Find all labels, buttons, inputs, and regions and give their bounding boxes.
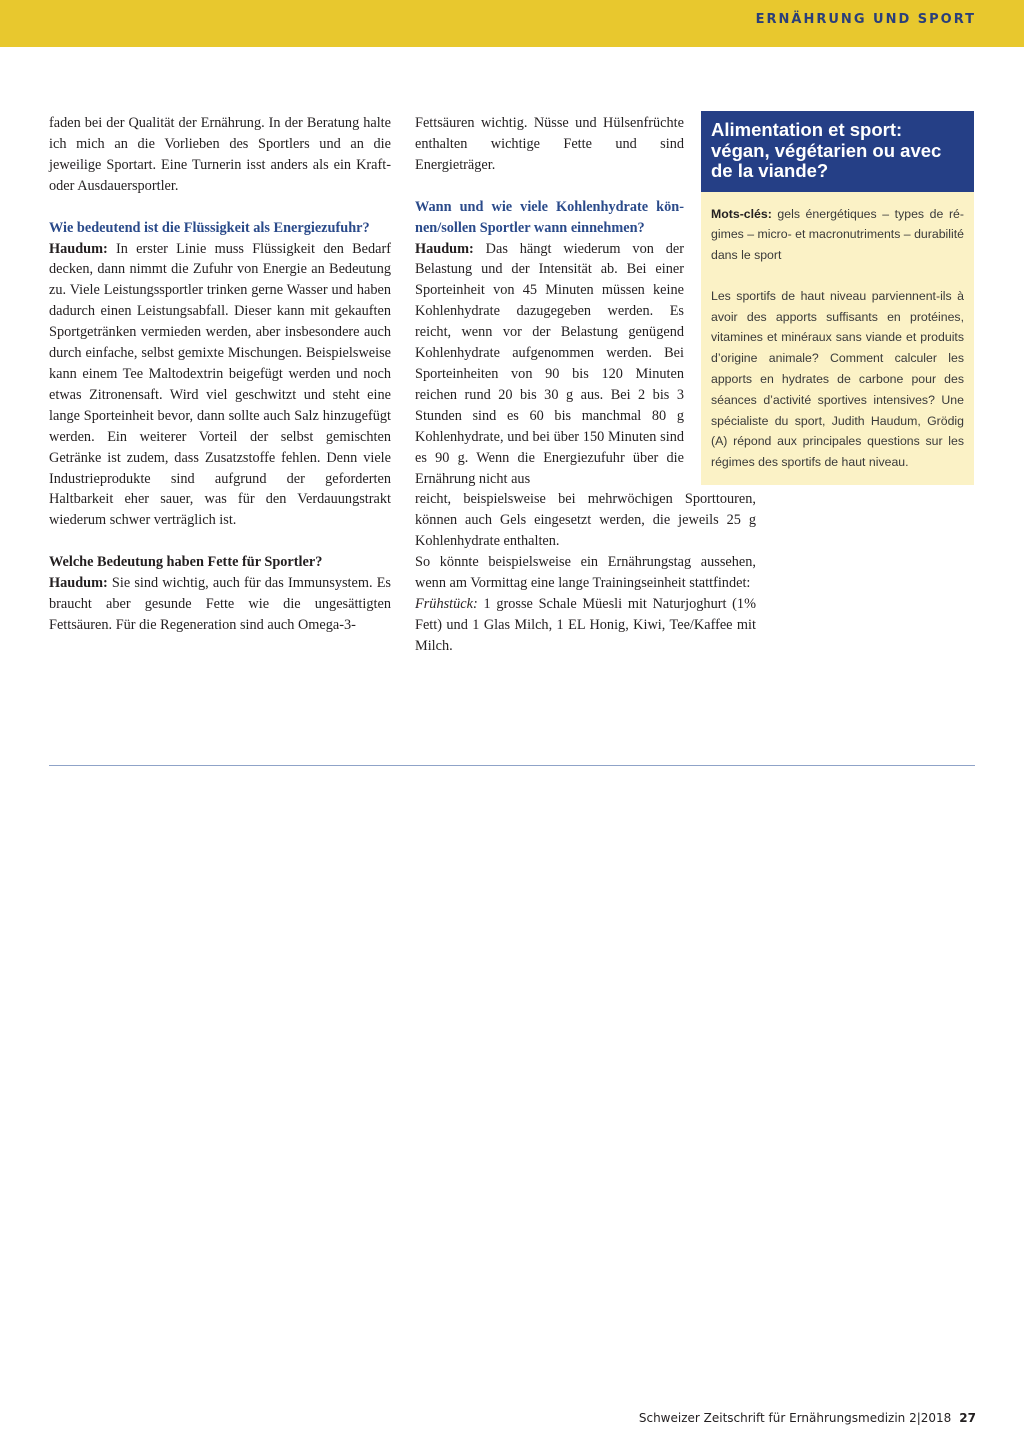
question-heading: Welche Bedeutung haben Fette für Sportler?	[49, 554, 323, 571]
narrow-text-block	[415, 113, 684, 489]
paragraph: Fettsäuren wichtig. Nüsse und Hülsenfrüchte enthalten wichtige Fette und sind Energieträger.	[415, 115, 684, 173]
keywords	[711, 204, 964, 266]
speaker-label: Haudum:	[49, 240, 108, 257]
header-bar	[0, 0, 1024, 47]
paragraph: So könnte beispielsweise ein Ernährungstag aussehen, wenn am Vormittag eine lange Trainingseinheit stattfindet:	[415, 554, 756, 592]
answer-text: Das hängt wiederum von der Belastung und der Intensität ab. Bei einer Sporteinheit von 45 Minuten müssen keine Kohlenhydrate dazugegeben werden. Es reicht, wenn vor der Belastung genügend Kohlenhydrate aufgenommen werden. Bei Sporteinheiten von 90 bis 120 Minuten reichen rund 20 bis 30 g aus. Bei 2 bis 3 Stunden sind es 60 bis manchmal 80 g Kohlenhydrate, und bei über 150 Minuten sind es 90 g. Wenn die Energiezufuhr über die Ernährung nicht aus	[415, 240, 684, 487]
horizontal-divider	[49, 765, 975, 766]
speaker-label: Haudum:	[49, 575, 108, 592]
question-heading: Wie bedeutend ist die Flüssigkeit als Energiezufuhr?	[49, 219, 370, 236]
journal-title: Schweizer Zeitschrift für Ernährungsmedizin 2|2018	[638, 1411, 952, 1425]
meal-paragraph	[415, 594, 756, 657]
page-number: 27	[959, 1411, 976, 1425]
text-column-left	[49, 113, 391, 636]
answer-paragraph	[49, 573, 391, 636]
section-title: ERNÄHRUNG UND SPORT	[755, 12, 976, 27]
abstract-body	[701, 192, 974, 486]
page-footer	[639, 1411, 976, 1425]
answer-text: In erster Linie muss Flüssigkeit den Bedarf decken, dann nimmt die Zufuhr von Energie an Bedeutung zu. Viele Leistungssportler trinken gerne Wasser und haben dadurch einen Leistungsabfall. Dieser kann mit gekauften Sportgetränken vermieden werden, aber insbesondere auch durch einfache, selbst gemixte Mischungen. Beispielsweise kann einem Tee Maltodextrin beigefügt werden und noch etwas Zitronensaft. Wird viel geschwitzt und steht eine lange Sporteinheit bevor, dann sollte auch Salz hinzugefügt werden. Ein weiterer Vorteil der selbst gemischten Getränke ist zudem, dass Zusatzstoffe fehlen. Denn viele Industrieprodukte sind aufgrund der geforderten Haltbarkeit eher sauer, was für den Verdauungstrakt wiederum schwer verträglich ist.	[49, 240, 391, 529]
answer-text: Sie sind wichtig, auch für das Immunsystem. Es braucht aber gesunde Fette wie die ungesättigten Fettsäuren. Für die Regeneration sind auch Omega-3-	[49, 575, 391, 633]
abstract-summary: Les sportifs de haut niveau parviennent-ils à avoir des apports suffisants en protéines, vitamines et minéraux sans viande et produits d’origine animale? Comment calculer les apports en hydrates de carbone pour des séances d’activité sportives intensives? Une spécialiste du sport, Judith Haudum, Grödig (A) répond aux principales questions sur les régimes des sportifs de haut niveau.	[711, 288, 964, 470]
keywords-text: gels énergétiques – types de régimes – micro- et macronutriments – durabilité dans le sport	[711, 206, 964, 263]
answer-continuation: reicht, beispielsweise bei mehrwöchigen Sporttouren, können auch Gels eingesetzt werden, die jeweils 25 g Kohlenhydrate enthalten.	[415, 491, 756, 550]
meal-label: Frühstück:	[415, 595, 478, 612]
answer-paragraph	[49, 239, 391, 532]
abstract-box	[701, 111, 974, 485]
meal-text: 1 grosse Schale Müesli mit Naturjoghurt (1% Fett) und 1 Glas Milch, 1 EL Honig, Kiwi, Tee/Kaffee mit Milch.	[415, 595, 756, 654]
keywords-label: Mots-clés:	[711, 206, 772, 221]
answer-paragraph	[415, 239, 684, 490]
speaker-label: Haudum:	[415, 240, 474, 257]
paragraph: faden bei der Qualität der Ernährung. In der Beratung halte ich mich an die Vorlieben des Sportlers und an die jeweilige Sportart. Eine Turnerin isst anders als ein Kraft- oder Ausdauersportler.	[49, 115, 391, 194]
question-heading: Wann und wie viele Kohlenhydrate können/sollen Sportler wann einnehmen?	[415, 198, 684, 236]
abstract-title: Alimentation et sport: végan, végétarien ou avec de la viande?	[701, 111, 974, 192]
